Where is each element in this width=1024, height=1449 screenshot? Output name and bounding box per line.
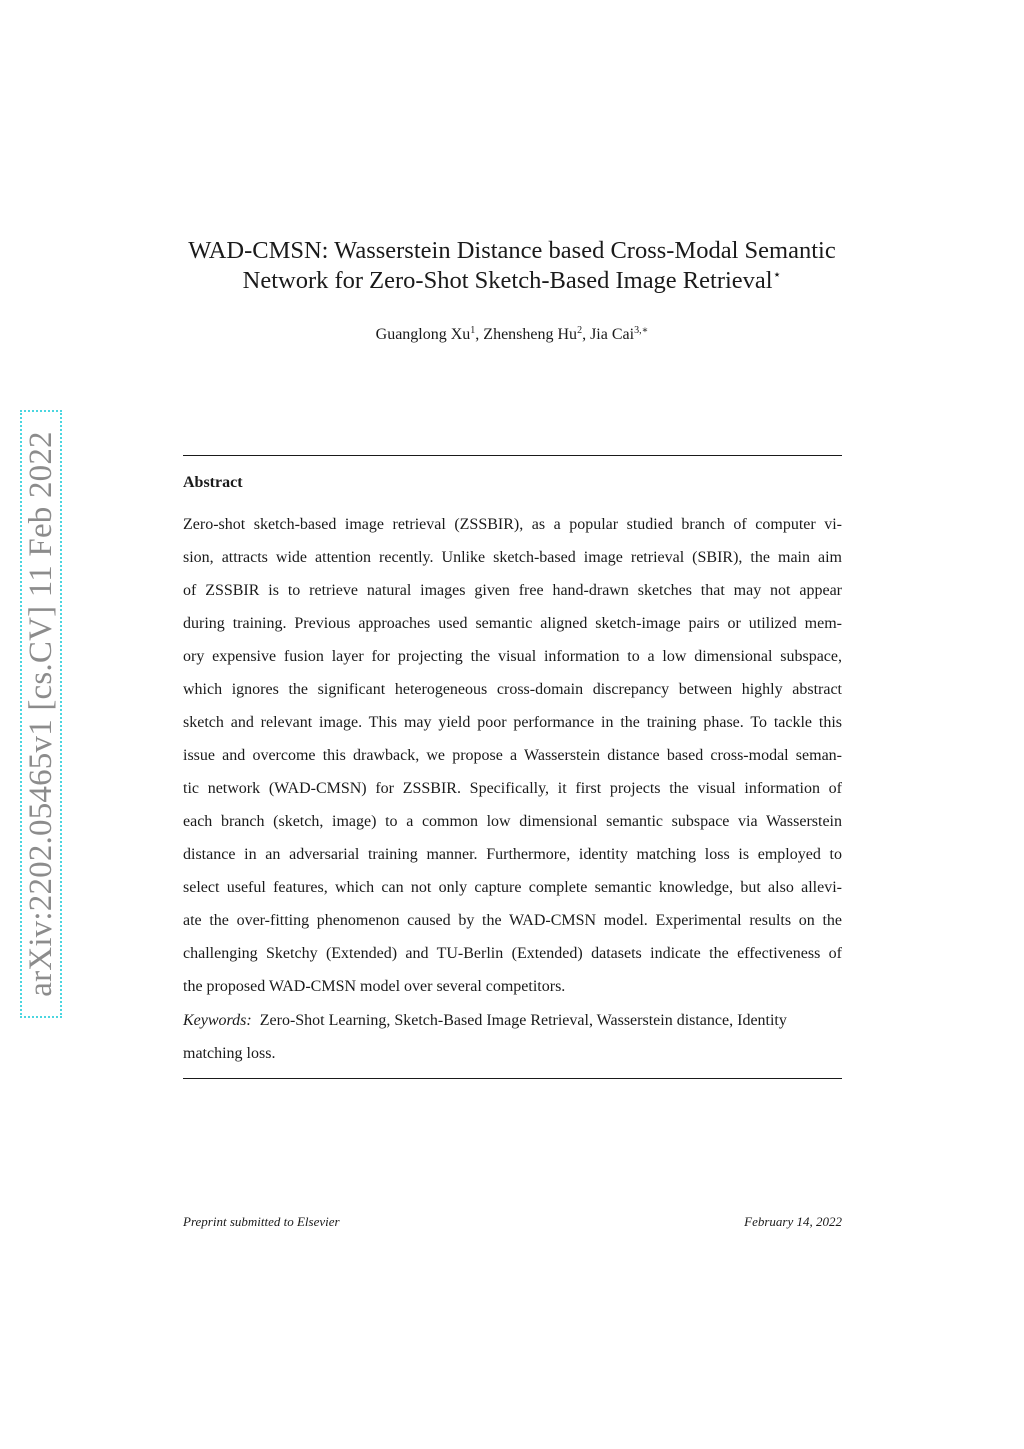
- author-name: Guanglong Xu: [375, 326, 471, 343]
- author-affiliation: 3,∗: [634, 325, 649, 336]
- preprint-date: February 14, 2022: [744, 1214, 842, 1229]
- keywords-text: Zero-Shot Learning, Sketch-Based Image Retrieval, Wasserstein distance, Identity: [259, 1012, 787, 1029]
- preprint-note: Preprint submitted to Elsevier: [183, 1214, 340, 1229]
- abstract-line: of ZSSBIR is to retrieve natural images given free hand-drawn sketches that may not appear: [183, 582, 842, 599]
- author-affiliation: 2: [577, 325, 583, 336]
- abstract-line: issue and overcome this drawback, we propose a Wasserstein distance based cross-modal seman-: [183, 747, 842, 764]
- abstract-line: sion, attracts wide attention recently. Unlike sketch-based image retrieval (SBIR), the main aim: [183, 549, 842, 566]
- abstract-line: the proposed WAD-CMSN model over several competitors.: [183, 978, 566, 995]
- abstract-line: tic network (WAD-CMSN) for ZSSBIR. Specifically, it first projects the visual information of: [183, 780, 842, 797]
- abstract-line: Zero-shot sketch-based image retrieval (ZSSBIR), as a popular studied branch of computer vi-: [183, 516, 842, 533]
- abstract-line: which ignores the significant heterogeneous cross-domain discrepancy between highly abstract: [183, 681, 842, 698]
- author-separator: ,: [582, 326, 591, 343]
- arxiv-identifier[interactable]: arXiv:2202.05465v1 [cs.CV] 11 Feb 2022: [23, 431, 59, 997]
- keywords-line-1: [183, 1004, 842, 1037]
- author-affiliation: 1: [470, 325, 476, 336]
- title-line-1: WAD-CMSN: Wasserstein Distance based Cross-Modal Semantic: [188, 237, 836, 264]
- abstract-line: each branch (sketch, image) to a common low dimensional semantic subspace via Wasserstein: [183, 813, 842, 830]
- author-list: [200, 324, 824, 346]
- author-name: Jia Cai: [590, 326, 635, 343]
- abstract-heading: Abstract: [183, 474, 243, 491]
- abstract-body: [183, 508, 842, 1003]
- keywords-label: Keywords:: [183, 1012, 252, 1029]
- title-footnote-star: ⋆: [772, 268, 782, 283]
- abstract-line: ate the over-fitting phenomenon caused by the WAD-CMSN model. Experimental results on the: [183, 912, 842, 929]
- abstract-bottom-rule: [183, 1078, 842, 1079]
- abstract-line: sketch and relevant image. This may yield poor performance in the training phase. To tackle this: [183, 714, 842, 731]
- title-line-2: [150, 266, 874, 296]
- keywords-line-2: matching loss.: [183, 1045, 276, 1062]
- abstract-line: ory expensive fusion layer for projecting the visual information to a low dimensional subspace,: [183, 648, 842, 665]
- abstract-line: during training. Previous approaches used semantic aligned sketch-image pairs or utilized mem-: [183, 615, 842, 632]
- keywords-block: [183, 1004, 842, 1070]
- abstract-top-rule: [183, 455, 842, 456]
- abstract-line: select useful features, which can not only capture complete semantic knowledge, but also allevi-: [183, 879, 842, 896]
- abstract-line: challenging Sketchy (Extended) and TU-Berlin (Extended) datasets indicate the effectiveness of: [183, 945, 842, 962]
- title-line-2-text: Network for Zero-Shot Sketch-Based Image Retrieval: [242, 267, 773, 294]
- author-name: Zhensheng Hu: [483, 326, 578, 343]
- author-separator: ,: [475, 326, 484, 343]
- abstract-line: distance in an adversarial training manner. Furthermore, identity matching loss is employed to: [183, 846, 842, 863]
- paper-title: [150, 236, 874, 296]
